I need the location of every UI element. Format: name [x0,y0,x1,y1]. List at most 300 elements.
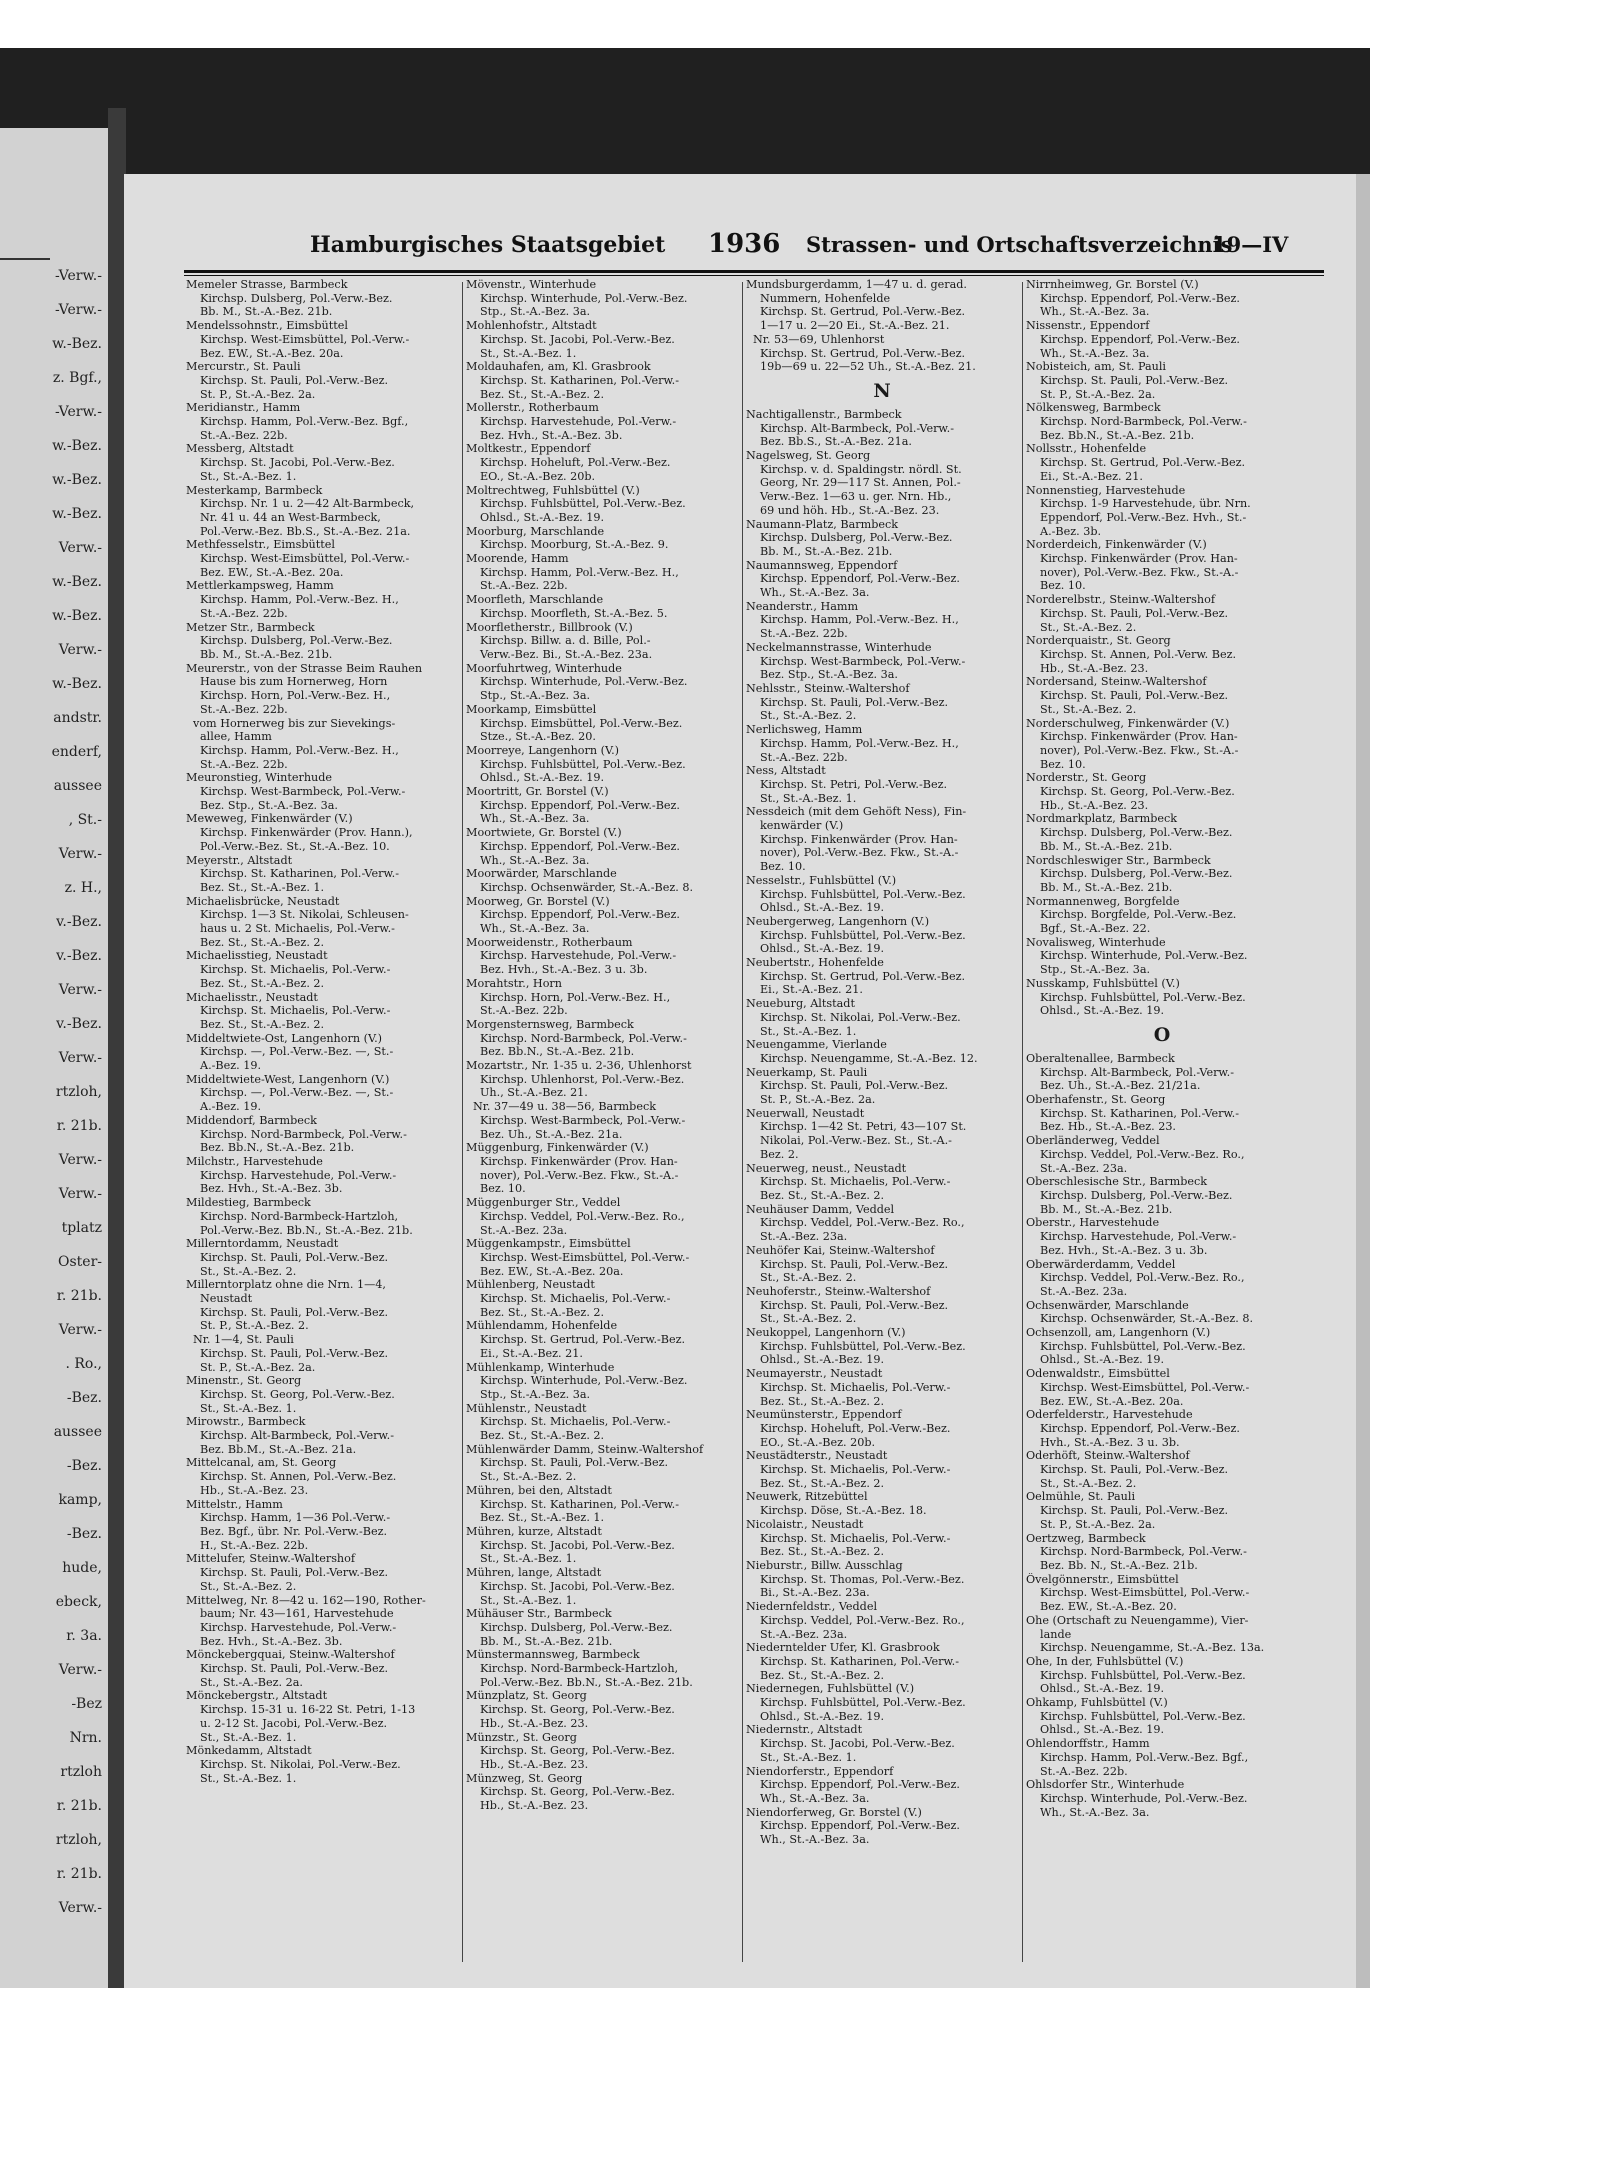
street-entry: Michaelisstr., Neustadt [186,990,318,1004]
header-rule-thin [184,275,1324,276]
street-entry: Ohlendorffstr., Hamm [1026,1737,1150,1751]
street-entry: Mühren, lange, Altstadt [466,1566,602,1580]
entry-detail-line: St. P., St.-A.-Bez. 2. [200,1319,309,1333]
entry-detail-line: Kirchsp. Fuhlsbüttel, Pol.-Verw.-Bez. [760,1696,966,1710]
previous-page-text-fragment: Verw.- [58,846,102,862]
street-entry: Neustädterstr., Neustadt [746,1449,888,1463]
entry-detail-line: Bez. Bb.S., St.-A.-Bez. 21a. [760,435,912,449]
street-entry: Moorkamp, Eimsbüttel [466,702,597,716]
street-entry: Michaelisstieg, Neustadt [186,949,328,963]
entry-detail-line: Kirchsp. West-Eimsbüttel, Pol.-Verw.- [200,332,410,346]
street-entry: Nirrnheimweg, Gr. Borstel (V.) [1026,278,1199,291]
entry-detail-line: St., St.-A.-Bez. 2. [200,1264,297,1278]
entry-detail-line: Wh., St.-A.-Bez. 3a. [1040,346,1150,360]
entry-detail-line: haus u. 2 St. Michaelis, Pol.-Verw.- [200,922,395,936]
entry-detail-line: A.-Bez. 3b. [1040,524,1102,538]
entry-detail-line: A.-Bez. 19. [200,1059,262,1073]
street-entry: Mundsburgerdamm, 1—47 u. d. gerad. [746,278,967,291]
street-entry: Mühlenstr., Neustadt [466,1401,587,1415]
street-entry: Oelmühle, St. Pauli [1026,1490,1136,1504]
entry-detail-line: Kirchsp. West-Eimsbüttel, Pol.-Verw.- [480,1250,690,1264]
entry-detail-line: Kirchsp. Veddel, Pol.-Verw.-Bez. Ro., [760,1216,965,1230]
entry-detail-line: St., St.-A.-Bez. 1. [480,1552,577,1566]
entry-detail-line: Hvh., St.-A.-Bez. 3 u. 3b. [1040,1435,1180,1449]
street-entry: Oderhöft, Steinw.-Waltershof [1026,1449,1190,1463]
entry-detail-line: Kirchsp. 1-9 Harvestehude, übr. Nrn. [1040,497,1251,511]
entry-detail-line: Eppendorf, Pol.-Verw.-Bez. Hvh., St.- [1040,510,1247,524]
previous-page-text-fragment: Verw.- [58,642,102,658]
entry-detail-line: Hause bis zum Hornerweg, Horn [200,675,388,689]
street-entry: Methfesselstr., Eimsbüttel [186,538,335,552]
previous-page-text-fragment: Verw.- [58,540,102,556]
entry-detail-line: Kirchsp. —, Pol.-Verw.-Bez. —, St.- [200,1045,394,1059]
street-entry: Nessdeich (mit dem Gehöft Ness), Fin- [746,805,967,819]
entry-detail-line: Kirchsp. Ochsenwärder, St.-A.-Bez. 8. [480,880,694,894]
street-entry: Neuwerk, Ritzebüttel [746,1490,868,1504]
street-entry: Oberwärderdamm, Veddel [1026,1257,1176,1271]
previous-page-text-fragment: -Bez [71,1696,102,1712]
street-entry: Norderschulweg, Finkenwärder (V.) [1026,716,1230,730]
entry-detail-line: Kirchsp. St. Petri, Pol.-Verw.-Bez. [760,777,948,791]
street-entry: Meweweg, Finkenwärder (V.) [186,812,353,826]
column-divider [742,282,743,1962]
entry-detail-line: Bez. Uh., St.-A.-Bez. 21/21a. [1040,1079,1201,1093]
column-divider [462,282,463,1962]
column-2 [466,278,738,1968]
street-entry: Mühren, bei den, Altstadt [466,1483,612,1497]
entry-detail-line: Kirchsp. St. Pauli, Pol.-Verw.-Bez. [760,1079,949,1093]
entry-detail-line: Kirchsp. St. Jacobi, Pol.-Verw.-Bez. [480,1538,675,1552]
entry-detail-line: Bez. EW., St.-A.-Bez. 20a. [200,565,344,579]
street-entry: Middeltwiete-Ost, Langenhorn (V.) [186,1031,382,1045]
entry-detail-line: Kirchsp. Fuhlsbüttel, Pol.-Verw.-Bez. [760,887,966,901]
entry-detail-line: A.-Bez. 19. [200,1100,262,1114]
street-entry: Münzstr., St. Georg [466,1730,577,1744]
entry-detail-line: Ohlsd., St.-A.-Bez. 19. [1040,1723,1165,1737]
entry-detail-line: St., St.-A.-Bez. 1. [760,1024,857,1038]
street-entry: Ohkamp, Fuhlsbüttel (V.) [1026,1696,1168,1710]
entry-detail-line: Bb. M., St.-A.-Bez. 21b. [1040,880,1173,894]
entry-detail-line: St. P., St.-A.-Bez. 2a. [200,1360,316,1374]
street-entry: Mettlerkampsweg, Hamm [186,579,334,593]
entry-detail-line: Bez. 10. [760,860,806,874]
street-entry: Meuronstieg, Winterhude [186,771,333,785]
street-entry: Nagelsweg, St. Georg [746,449,871,463]
entry-detail-line: Bez. St., St.-A.-Bez. 1. [480,1511,605,1525]
entry-detail-line: u. 2-12 St. Jacobi, Pol.-Verw.-Bez. [200,1716,388,1730]
entry-detail-line: Kirchsp. v. d. Spaldingstr. nördl. St. [760,462,962,476]
street-entry: Ness, Altstadt [746,764,826,778]
column-4 [1026,278,1298,1968]
entry-detail-line: Kirchsp. Eimsbüttel, Pol.-Verw.-Bez. [480,716,683,730]
entry-detail-line: Bgf., St.-A.-Bez. 22. [1040,922,1151,936]
entry-detail-line: Bez. EW., St.-A.-Bez. 20. [1040,1600,1177,1614]
street-entry: Moorende, Hamm [466,552,569,566]
street-entry: Norderquaistr., St. Georg [1026,634,1171,648]
entry-detail-line: Kirchsp. St. Michaelis, Pol.-Verw.- [200,1004,391,1018]
entry-detail-line: Bez. EW., St.-A.-Bez. 20a. [480,1264,624,1278]
entry-detail-line: Ohlsd., St.-A.-Bez. 19. [760,1709,885,1723]
entry-detail-line: Kirchsp. West-Eimsbüttel, Pol.-Verw.- [1040,1380,1250,1394]
entry-detail-line: Neustadt [200,1292,253,1306]
entry-detail-line: Kirchsp. St. Gertrud, Pol.-Verw.-Bez. [1040,456,1246,470]
entry-detail-line: Kirchsp. St. Georg, Pol.-Verw.-Bez. [200,1387,395,1401]
previous-page-text-fragment: w.-Bez. [52,574,102,590]
entry-detail-line: Bez. St., St.-A.-Bez. 2. [200,976,325,990]
entry-detail-line: 19b—69 u. 22—52 Uh., St.-A.-Bez. 21. [760,360,976,374]
entry-detail-line: Bez. EW., St.-A.-Bez. 20a. [200,346,344,360]
entry-detail-line: Kirchsp. Eppendorf, Pol.-Verw.-Bez. [760,572,960,586]
entry-detail-line: Kirchsp. St. Pauli, Pol.-Verw.-Bez. [760,1298,949,1312]
entry-detail-line: Hb., St.-A.-Bez. 23. [1040,661,1149,675]
entry-detail-line: Kirchsp. Nord-Barmbeck, Pol.-Verw.- [200,1127,407,1141]
entry-detail-line: Kirchsp. Borgfelde, Pol.-Verw.-Bez. [1040,908,1237,922]
street-entry: Niendorferstr., Eppendorf [746,1764,894,1778]
entry-detail-line: Kirchsp. Hamm, Pol.-Verw.-Bez. H., [200,593,399,607]
street-entry: Moorwärder, Marschlande [466,867,617,881]
entry-detail-line: Nikolai, Pol.-Verw.-Bez. St., St.-A.- [760,1134,952,1148]
street-entry: Mildestieg, Barmbeck [186,1196,311,1210]
entry-detail-line: St., St.-A.-Bez. 2. [1040,620,1137,634]
entry-detail-line: Kirchsp. St. Katharinen, Pol.-Verw.- [480,1497,680,1511]
entry-detail-line: Kirchsp. Eppendorf, Pol.-Verw.-Bez. [760,1778,960,1792]
street-entry: Nieburstr., Billw. Ausschlag [746,1558,903,1572]
street-entry: Mollerstr., Rotherbaum [466,401,599,415]
previous-page-text-fragment: Verw.- [58,1152,102,1168]
entry-detail-line: Wh., St.-A.-Bez. 3a. [480,812,590,826]
street-entry: Normannenweg, Borgfelde [1026,894,1180,908]
entry-detail-line: Kirchsp. Veddel, Pol.-Verw.-Bez. Ro., [1040,1147,1245,1161]
entry-detail-line: Kirchsp. Veddel, Pol.-Verw.-Bez. Ro., [1040,1271,1245,1285]
directory-page [124,174,1356,1988]
entry-detail-line: Kirchsp. St. Pauli, Pol.-Verw.-Bez. [760,695,949,709]
street-entry: Niedernfeldstr., Veddel [746,1600,878,1614]
section-letter: N [873,379,891,402]
entry-detail-line: Bb. M., St.-A.-Bez. 21b. [200,305,333,319]
previous-page-text-fragment: Oster- [58,1254,102,1270]
entry-detail-line: Kirchsp. St. Pauli, Pol.-Verw.-Bez. [1040,373,1229,387]
entry-detail-line: Bez. Bb.N., St.-A.-Bez. 21b. [1040,428,1195,442]
entry-detail-line: Kirchsp. Finkenwärder (Prov. Han- [1040,552,1238,566]
entry-detail-line: Kirchsp. Harvestehude, Pol.-Verw.- [480,415,677,429]
entry-detail-line: Kirchsp. Neuengamme, St.-A.-Bez. 12. [760,1051,978,1065]
entry-detail-line: nover), Pol.-Verw.-Bez. Fkw., St.-A.- [1040,565,1239,579]
header-title-left: Hamburgisches Staatsgebiet [310,232,666,258]
entry-detail-line: Bez. Bb.M., St.-A.-Bez. 21a. [200,1442,357,1456]
entry-detail-line: Kirchsp. Eppendorf, Pol.-Verw.-Bez. [480,908,680,922]
entry-detail-line: Bez. 2. [760,1147,799,1161]
entry-detail-line: Kirchsp. St. Georg, Pol.-Verw.-Bez. [1040,785,1235,799]
street-entry: Nordersand, Steinw.-Waltershof [1026,675,1207,689]
entry-detail-line: Ei., St.-A.-Bez. 21. [760,983,863,997]
street-entry: Moorfleth, Marschlande [466,593,604,607]
previous-page-text-fragment: r. 3a. [66,1628,102,1644]
entry-detail-line: Kirchsp. Nr. 1 u. 2—42 Alt-Barmbeck, [200,497,415,511]
street-entry: Moldauhafen, am, Kl. Grasbrook [466,360,651,374]
entry-detail-line: St.-A.-Bez. 22b. [760,627,848,641]
entry-detail-line: St.-A.-Bez. 22b. [200,757,288,771]
street-entry: Milchstr., Harvestehude [186,1155,323,1168]
street-entry: Nr. 1—4, St. Pauli [193,1333,294,1347]
entry-detail-line: Bez. St., St.-A.-Bez. 2. [480,387,605,401]
entry-detail-line: Kirchsp. St. Gertrud, Pol.-Verw.-Bez. [480,1333,686,1347]
street-entry: Neueburg, Altstadt [746,997,855,1011]
entry-detail-line: Ohlsd., St.-A.-Bez. 19. [1040,1353,1165,1367]
entry-detail-line: Kirchsp. St. Pauli, Pol.-Verw.-Bez. [200,373,389,387]
street-entry: Nonnenstieg, Harvestehude [1026,483,1186,497]
street-entry: Mühlenberg, Neustadt [466,1278,595,1292]
entry-detail-line: Kirchsp. Finkenwärder (Prov. Han- [480,1155,678,1168]
street-entry: Niederntelder Ufer, Kl. Grasbrook [746,1641,940,1655]
street-entry: Mittelcanal, am, St. Georg [186,1456,337,1470]
entry-detail-line: Uh., St.-A.-Bez. 21. [480,1086,588,1100]
entry-detail-line: Wh., St.-A.-Bez. 3a. [760,1791,870,1805]
entry-detail-line: Kirchsp. Fuhlsbüttel, Pol.-Verw.-Bez. [1040,1668,1246,1682]
street-entry: Mövenstr., Winterhude [466,278,597,291]
scan-background [0,48,1370,1988]
previous-page-text-fragment: -Bez. [66,1526,102,1542]
entry-detail-line: Kirchsp. Finkenwärder (Prov. Hann.), [200,826,413,840]
entry-detail-line: Kirchsp. St. Michaelis, Pol.-Verw.- [200,963,391,977]
entry-detail-line: Kirchsp. Moorburg, St.-A.-Bez. 9. [480,538,669,552]
entry-detail-line: Bez. St., St.-A.-Bez. 2. [760,1668,885,1682]
entry-detail-line: H., St.-A.-Bez. 22b. [200,1538,309,1552]
entry-detail-line: Kirchsp. St. Pauli, Pol.-Verw.-Bez. [480,1456,669,1470]
previous-page-text-fragment: . Ro., [65,1356,102,1372]
previous-page-text-fragment: Verw.- [58,982,102,998]
entry-detail-line: St., St.-A.-Bez. 2. [200,1579,297,1593]
entry-detail-line: Bez. Bb. N., St.-A.-Bez. 21b. [1040,1558,1198,1572]
entry-detail-line: Kirchsp. Eppendorf, Pol.-Verw.-Bez. [1040,1421,1240,1435]
street-entry: Mühäuser Str., Barmbeck [466,1607,612,1621]
entry-detail-line: Kirchsp. Billw. a. d. Bille, Pol.- [480,634,651,648]
street-entry: Neubertstr., Hohenfelde [746,956,884,970]
entry-detail-line: Kirchsp. Nord-Barmbeck, Pol.-Verw.- [480,1031,687,1045]
entry-detail-line: St., St.-A.-Bez. 1. [760,791,857,805]
street-entry: Memeler Strasse, Barmbeck [186,278,348,291]
entry-detail-line: Kirchsp. Hamm, Pol.-Verw.-Bez. H., [200,743,399,757]
entry-detail-line: Kirchsp. St. Pauli, Pol.-Verw.-Bez. [1040,689,1229,703]
entry-detail-line: Kirchsp. Winterhude, Pol.-Verw.-Bez. [480,1374,688,1388]
street-entry: Moorfuhrtweg, Winterhude [466,661,622,675]
entry-detail-line: Bez. St., St.-A.-Bez. 2. [760,1476,885,1490]
entry-detail-line: Kirchsp. St. Katharinen, Pol.-Verw.- [1040,1106,1240,1120]
entry-detail-line: baum; Nr. 43—161, Harvestehude [200,1607,394,1621]
entry-detail-line: St., St.-A.-Bez. 1. [480,346,577,360]
previous-page-text-fragment: v.-Bez. [56,1016,102,1032]
entry-detail-line: Wh., St.-A.-Bez. 3a. [480,922,590,936]
street-entry: Neuhäuser Damm, Veddel [746,1202,895,1216]
street-entry: Müggenburg, Finkenwärder (V.) [466,1141,649,1155]
previous-page-text-fragment: Verw.- [58,1186,102,1202]
entry-detail-line: Kirchsp. St. Pauli, Pol.-Verw.-Bez. [200,1250,389,1264]
entry-detail-line: Kirchsp. St. Jacobi, Pol.-Verw.-Bez. [480,1579,675,1593]
entry-detail-line: St.-A.-Bez. 23a. [760,1230,848,1244]
entry-detail-line: Kirchsp. Fuhlsbüttel, Pol.-Verw.-Bez. [760,928,966,942]
entry-detail-line: Kirchsp. Fuhlsbüttel, Pol.-Verw.-Bez. [480,757,686,771]
entry-detail-line: Bez. Hvh., St.-A.-Bez. 3b. [480,428,623,442]
street-entry: Nesselstr., Fuhlsbüttel (V.) [746,873,897,887]
street-entry: Norderdeich, Finkenwärder (V.) [1026,538,1207,552]
previous-page-text-fragment: w.-Bez. [52,506,102,522]
entry-detail-line: St.-A.-Bez. 23a. [1040,1161,1128,1175]
previous-page-text-fragment: Nrn. [69,1730,102,1746]
street-entry: Nölkensweg, Barmbeck [1026,401,1161,415]
entry-detail-line: Hb., St.-A.-Bez. 23. [480,1716,589,1730]
street-entry: Nr. 37—49 u. 38—56, Barmbeck [473,1100,656,1114]
entry-detail-line: Kirchsp. Harvestehude, Pol.-Verw.- [1040,1230,1237,1244]
street-entry: Neubergerweg, Langenhorn (V.) [746,914,930,928]
previous-page-text-fragment: kamp, [58,1492,102,1508]
previous-page-text-fragment: r. 21b. [56,1866,102,1882]
entry-detail-line: Bez. Hvh., St.-A.-Bez. 3 u. 3b. [1040,1243,1208,1257]
entry-detail-line: Kirchsp. St. Pauli, Pol.-Verw.-Bez. [1040,606,1229,620]
entry-detail-line: lande [1040,1627,1072,1641]
previous-page-text-fragment: w.-Bez. [52,676,102,692]
entry-detail-line: Kirchsp. Alt-Barmbeck, Pol.-Verw.- [1040,1065,1235,1079]
entry-detail-line: St., St.-A.-Bez. 2. [760,1271,857,1285]
entry-detail-line: Kirchsp. St. Gertrud, Pol.-Verw.-Bez. [760,969,966,983]
previous-page-text-fragment: Verw.- [58,1322,102,1338]
entry-detail-line: St. P., St.-A.-Bez. 2a. [1040,1517,1156,1531]
entry-detail-line: Kirchsp. Eppendorf, Pol.-Verw.-Bez. [1040,332,1240,346]
previous-page-text-fragment: Verw.- [58,1662,102,1678]
street-entry: Mönckebergquai, Steinw.-Waltershof [186,1648,395,1662]
entry-detail-line: Kirchsp. Veddel, Pol.-Verw.-Bez. Ro., [480,1209,685,1223]
street-entry: Norderelbstr., Steinw.-Waltershof [1026,593,1215,607]
previous-page-text-fragment: -Bez. [66,1390,102,1406]
entry-detail-line: Kirchsp. St. Jacobi, Pol.-Verw.-Bez. [200,456,395,470]
entry-detail-line: Bez. Bb.N., St.-A.-Bez. 21b. [200,1141,355,1155]
entry-detail-line: Kirchsp. Hamm, Pol.-Verw.-Bez. H., [480,565,679,579]
entry-detail-line: Ohlsd., St.-A.-Bez. 19. [760,942,885,956]
street-entry: Mühlendamm, Hohenfelde [466,1319,618,1333]
entry-detail-line: Stze., St.-A.-Bez. 20. [480,730,596,744]
entry-detail-line: Kirchsp. Eppendorf, Pol.-Verw.-Bez. [480,798,680,812]
street-entry: Münzweg, St. Georg [466,1771,583,1785]
street-entry: Ohlsdorfer Str., Winterhude [1026,1778,1185,1792]
entry-detail-line: Bb. M., St.-A.-Bez. 21b. [1040,839,1173,853]
street-entry: Moorfletherstr., Billbrook (V.) [466,620,633,634]
entry-detail-line: St.-A.-Bez. 22b. [760,750,848,764]
street-entry: Nehlsstr., Steinw.-Waltershof [746,681,910,695]
previous-page-text-fragment: enderf, [51,744,102,760]
street-entry: Oderfelderstr., Harvestehude [1026,1408,1193,1422]
previous-page-rule [0,258,50,260]
entry-detail-line: Kirchsp. Horn, Pol.-Verw.-Bez. H., [200,689,391,703]
entry-detail-line: Kirchsp. Hoheluft, Pol.-Verw.-Bez. [480,456,671,470]
entry-detail-line: Bez. St., St.-A.-Bez. 2. [480,1305,605,1319]
entry-detail-line: Kirchsp. Dulsberg, Pol.-Verw.-Bez. [760,531,953,545]
entry-detail-line: Wh., St.-A.-Bez. 3a. [1040,305,1150,319]
street-entry: Mühlenwärder Damm, Steinw.-Waltershof [466,1442,704,1456]
entry-detail-line: St.-A.-Bez. 23a. [1040,1284,1128,1298]
entry-detail-line: St.-A.-Bez. 22b. [480,1004,568,1018]
entry-detail-line: Kirchsp. Fuhlsbüttel, Pol.-Verw.-Bez. [1040,990,1246,1004]
entry-detail-line: Kirchsp. Finkenwärder (Prov. Han- [760,832,958,846]
entry-detail-line: Kirchsp. Dulsberg, Pol.-Verw.-Bez. [1040,867,1233,881]
street-entry: Messberg, Altstadt [186,442,294,456]
entry-detail-line: Pol.-Verw.-Bez. Bb.N., St.-A.-Bez. 21b. [480,1675,693,1689]
entry-detail-line: St. P., St.-A.-Bez. 2a. [760,1093,876,1107]
entry-detail-line: Bez. St., St.-A.-Bez. 2. [760,1394,885,1408]
street-entry: Naumann-Platz, Barmbeck [746,517,899,531]
street-entry: Oberstr., Harvestehude [1026,1216,1160,1230]
entry-detail-line: allee, Hamm [200,730,272,744]
entry-detail-line: Bez. 10. [480,1182,526,1196]
entry-detail-line: Kirchsp. St. Michaelis, Pol.-Verw.- [760,1531,951,1545]
street-entry: Michaelisbrücke, Neustadt [186,894,340,908]
entry-detail-line: Bez. 10. [1040,757,1086,771]
entry-detail-line: Kirchsp. St. Annen, Pol.-Verw.-Bez. [200,1470,397,1484]
entry-detail-line: St. P., St.-A.-Bez. 2a. [200,387,316,401]
entry-detail-line: Bez. Stp., St.-A.-Bez. 3a. [200,798,338,812]
street-entry: Neckelmannstrasse, Winterhude [746,640,932,654]
previous-page-text-fragment: w.-Bez. [52,608,102,624]
previous-page-text-fragment: r. 21b. [56,1118,102,1134]
street-entry: Oberländerweg, Veddel [1026,1134,1160,1148]
entry-detail-line: Kirchsp. St. Katharinen, Pol.-Verw.- [760,1654,960,1668]
entry-detail-line: Kirchsp. St. Pauli, Pol.-Verw.-Bez. [200,1566,389,1580]
street-entry: Neuerkamp, St. Pauli [746,1065,868,1079]
street-entry: Oberschlesische Str., Barmbeck [1026,1175,1208,1189]
entry-detail-line: Kirchsp. St. Nikolai, Pol.-Verw.-Bez. [760,1010,961,1024]
entry-detail-line: Kirchsp. Dulsberg, Pol.-Verw.-Bez. [1040,826,1233,840]
entry-detail-line: Kirchsp. 15-31 u. 16-22 St. Petri, 1-13 [200,1703,416,1717]
entry-detail-line: Pol.-Verw.-Bez. St., St.-A.-Bez. 10. [200,839,390,853]
street-entry: Moorweidenstr., Rotherbaum [466,935,633,949]
entry-detail-line: Kirchsp. St. Thomas, Pol.-Verw.-Bez. [760,1572,965,1586]
street-entry: Mönckebergstr., Altstadt [186,1689,328,1703]
entry-detail-line: Kirchsp. St. Michaelis, Pol.-Verw.- [480,1292,671,1306]
entry-detail-line: St.-A.-Bez. 23a. [480,1223,568,1237]
street-entry: Mesterkamp, Barmbeck [186,483,323,497]
entry-detail-line: Kirchsp. Hamm, Pol.-Verw.-Bez. H., [760,613,959,627]
entry-detail-line: Bez. Hvh., St.-A.-Bez. 3b. [200,1634,343,1648]
entry-detail-line: kenwärder (V.) [760,819,844,833]
previous-page-text-fragment: w.-Bez. [52,472,102,488]
entry-detail-line: Pol.-Verw.-Bez. Bb.S., St.-A.-Bez. 21a. [200,524,411,538]
entry-detail-line: Bez. Bgf., übr. Nr. Pol.-Verw.-Bez. [200,1524,388,1538]
entry-detail-line: 69 und höh. Hb., St.-A.-Bez. 23. [760,503,940,517]
previous-page-text-fragment: rtzloh, [55,1084,102,1100]
entry-detail-line: Kirchsp. St. Michaelis, Pol.-Verw.- [760,1380,951,1394]
street-entry: Övelgönnerstr., Eimsbüttel [1026,1572,1179,1586]
street-entry: Mittelufer, Steinw.-Waltershof [186,1552,356,1566]
street-entry: Norderstr., St. Georg [1026,771,1147,785]
street-entry: Odenwaldstr., Eimsbüttel [1026,1367,1170,1381]
street-entry: Middeltwiete-West, Langenhorn (V.) [186,1072,390,1086]
entry-detail-line: Kirchsp. St. Pauli, Pol.-Verw.-Bez. [1040,1504,1229,1518]
street-entry: Mercurstr., St. Pauli [186,360,301,374]
entry-detail-line: Verw.-Bez. 1—63 u. ger. Nrn. Hb., [760,490,952,504]
entry-detail-line: Kirchsp. Winterhude, Pol.-Verw.-Bez. [1040,949,1248,963]
entry-detail-line: Kirchsp. Nord-Barmbeck-Hartzloh, [200,1209,399,1223]
entry-detail-line: Bez. Hb., St.-A.-Bez. 23. [1040,1120,1176,1134]
page-header [124,229,1356,266]
street-entry: Meurerstr., von der Strasse Beim Rauhen [186,661,423,675]
entry-detail-line: Bez. EW., St.-A.-Bez. 20a. [1040,1394,1184,1408]
entry-detail-line: St., St.-A.-Bez. 2. [1040,702,1137,716]
entry-detail-line: St.-A.-Bez. 22b. [200,428,288,442]
street-entry: Nissenstr., Eppendorf [1026,319,1150,333]
entry-detail-line: Kirchsp. 1—42 St. Petri, 43—107 St. [760,1120,967,1134]
entry-detail-line: Bez. St., St.-A.-Bez. 2. [200,935,325,949]
entry-detail-line: St.-A.-Bez. 22b. [1040,1764,1128,1778]
entry-detail-line: nover), Pol.-Verw.-Bez. Fkw., St.-A.- [760,846,959,860]
street-entry: Oertzweg, Barmbeck [1026,1531,1146,1545]
street-entry: Meridianstr., Hamm [186,401,301,415]
